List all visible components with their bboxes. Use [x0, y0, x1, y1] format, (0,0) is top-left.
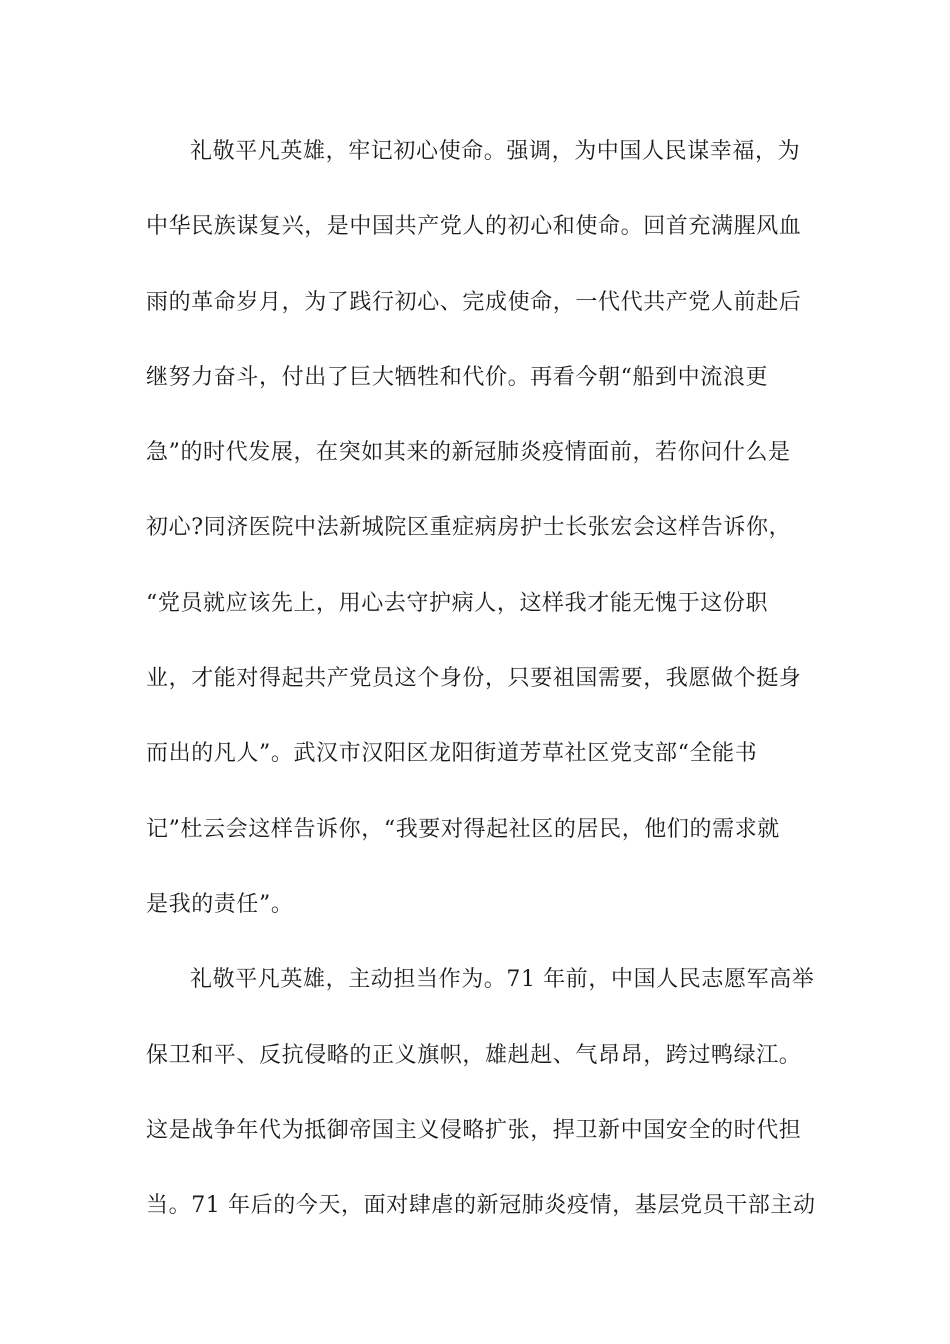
paragraph-line: 急”的时代发展，在突如其来的新冠肺炎疫情面前，若你问什么是	[146, 440, 791, 466]
paragraph-line: 礼敬平凡英雄，主动担当作为。71 年前，中国人民志愿军高举	[190, 967, 815, 993]
paragraph-line: 初心?同济医院中法新城院区重症病房护士长张宏会这样告诉你，	[146, 515, 792, 541]
paragraph-line: 雨的革命岁月，为了践行初心、完成使命，一代代共产党人前赴后	[146, 289, 802, 315]
paragraph-line: 继努力奋斗，付出了巨大牺牲和代价。再看今朝“船到中流浪更	[146, 364, 769, 390]
paragraph-line: 保卫和平、反抗侵略的正义旗帜，雄赳赳、气昂昂，跨过鸭绿江。	[146, 1042, 802, 1068]
paragraph-line: 是我的责任”。	[146, 891, 294, 917]
paragraph-line: 礼敬平凡英雄，牢记初心使命。强调，为中国人民谋幸福，为	[190, 139, 801, 164]
paragraph-line: 这是战争年代为抵御帝国主义侵略扩张，捍卫新中国安全的时代担	[146, 1117, 802, 1143]
paragraph-line: 中华民族谋复兴，是中国共产党人的初心和使命。回首充满腥风血	[146, 214, 802, 240]
paragraph-line: 而出的凡人”。武汉市汉阳区龙阳街道芳草社区党支部“全能书	[146, 741, 758, 767]
paragraph-line: 业，才能对得起共产党员这个身份，只要祖国需要，我愿做个挺身	[146, 666, 802, 692]
paragraph-line: 当。71 年后的今天，面对肆虐的新冠肺炎疫情，基层党员干部主动	[146, 1193, 816, 1219]
paragraph-line: “党员就应该先上，用心去守护病人，这样我才能无愧于这份职	[146, 590, 769, 616]
paragraph-line: 记”杜云会这样告诉你，“我要对得起社区的居民，他们的需求就	[146, 816, 780, 842]
document-body	[146, 132, 816, 1261]
